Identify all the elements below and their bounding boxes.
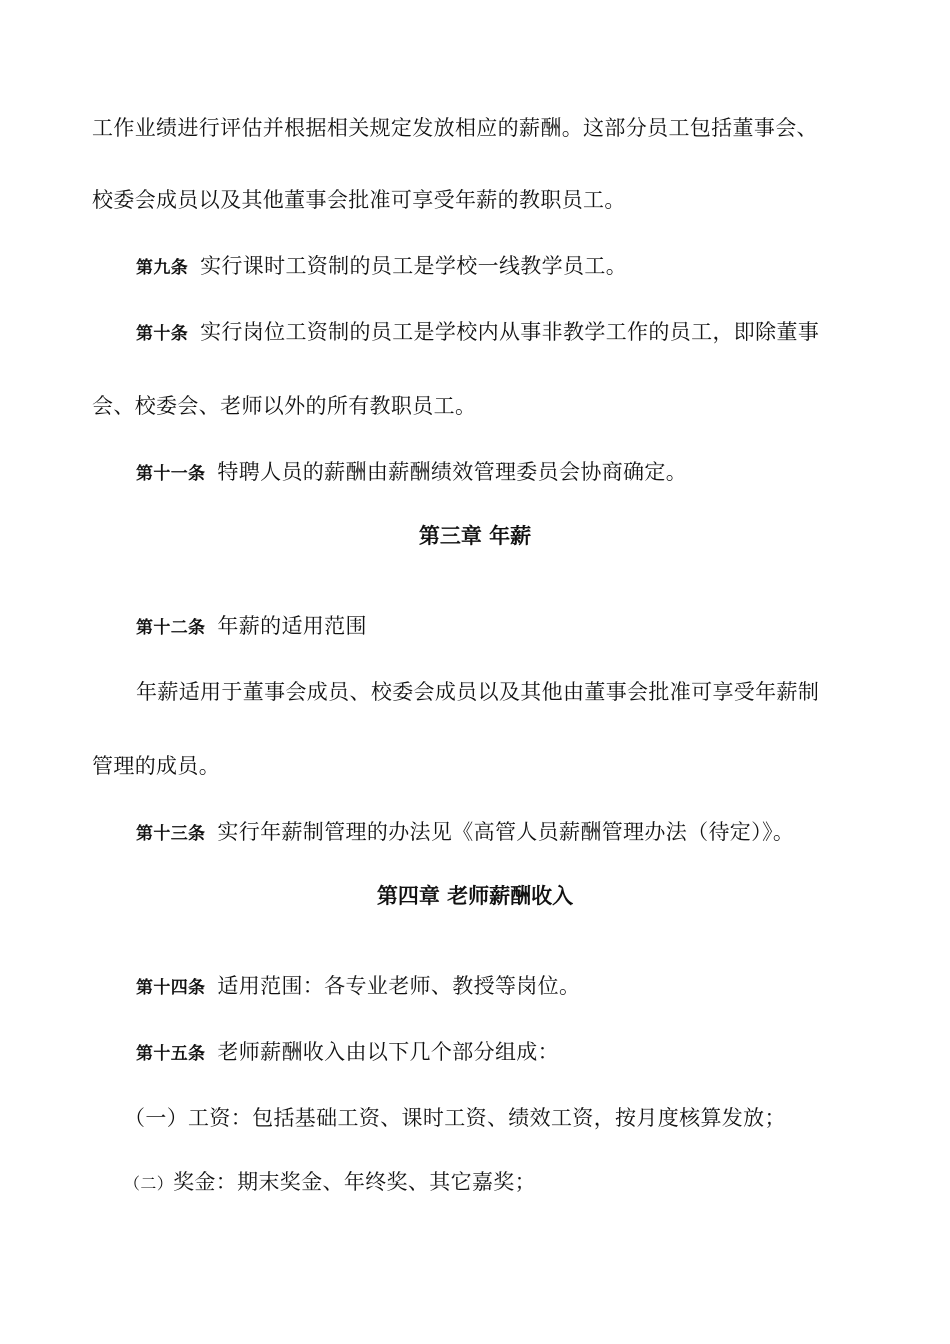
article-13 (136, 818, 794, 848)
paragraph-line: 年薪适用于董事会成员、校委会成员以及其他由董事会批准可享受年薪制 (136, 680, 820, 704)
article-text: 特聘人员的薪酬由薪酬绩效管理委员会协商确定。 (217, 460, 688, 484)
article-text: 实行课时工资制的员工是学校一线教学员工。 (200, 254, 628, 278)
chapter-3-heading: 第三章 年薪 (418, 524, 532, 548)
list-item-1: （一）工资：包括基础工资、课时工资、绩效工资，按月度核算发放； (124, 1106, 786, 1130)
article-12 (136, 612, 367, 642)
list-text: 奖金：期末奖金、年终奖、其它嘉奖； (173, 1170, 537, 1194)
paragraph-line: 校委会成员以及其他董事会批准可享受年薪的教职员工。 (92, 188, 626, 212)
paragraph-line: 工作业绩进行评估并根据相关规定发放相应的薪酬。这部分员工包括董事会、 (92, 116, 818, 140)
article-text: 年薪的适用范围 (217, 614, 367, 638)
article-text: 适用范围：各专业老师、教授等岗位。 (217, 974, 581, 998)
list-item-2 (124, 1168, 536, 1198)
article-label: 第十五条 (136, 1044, 206, 1064)
article-9 (136, 252, 627, 282)
paragraph-line: 会、校委会、老师以外的所有教职员工。 (92, 394, 477, 418)
article-text: 实行岗位工资制的员工是学校内从事非教学工作的员工，即除董事 (200, 320, 820, 344)
article-10 (136, 318, 819, 348)
article-14 (136, 972, 580, 1002)
article-text: 实行年薪制管理的办法见《高管人员薪酬管理办法（待定）》。 (217, 820, 795, 844)
article-label: 第十二条 (136, 618, 206, 638)
article-label: 第十三条 (136, 824, 206, 844)
article-label: 第十四条 (136, 978, 206, 998)
article-15 (136, 1038, 559, 1068)
article-label: 第十条 (136, 324, 189, 344)
article-text: 老师薪酬收入由以下几个部分组成： (217, 1040, 560, 1064)
article-label: 第九条 (136, 258, 189, 278)
list-marker: （二） (124, 1174, 174, 1193)
chapter-4-heading: 第四章 老师薪酬收入 (376, 884, 574, 908)
article-label: 第十一条 (136, 464, 206, 484)
article-11 (136, 458, 687, 488)
paragraph-line: 管理的成员。 (92, 754, 221, 778)
